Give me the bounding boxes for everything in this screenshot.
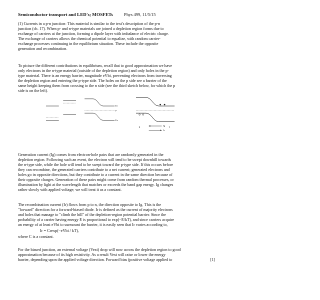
- para2-line: side is on the left).: [18, 88, 49, 93]
- para4-line: probability of a carrier having energy E is proportional to exp(−E/kT), and since carriers acquire: [18, 217, 175, 222]
- para3-line: the n-type side, while the hole will tend to be swept toward the p-type side. If this occurs before: [18, 162, 174, 167]
- intro-line: exchange processes continuing in the equilibrium situation. These include the opposite: [18, 41, 159, 46]
- para5-line: For the biased junction, an external voltage (Vext) drop will now across the depletion region to good: [18, 247, 181, 252]
- equation-number: [1]: [210, 257, 215, 262]
- para3-line: Generation current (Ig) comes from electron-hole pairs that are randomly generated in the: [18, 152, 164, 157]
- para2-line: To picture the different contributions in equilibrium, recall that to good approximation we have: [18, 63, 173, 68]
- label-n-side: n: [168, 125, 171, 129]
- intro-line: generation and recombination.: [18, 46, 68, 51]
- para2-line: same height keeping them from crossing to the n side (see the third sketch below, for which the p: [18, 83, 176, 88]
- course-reference: Phys 499, 11/5/15: [124, 12, 156, 17]
- para5-line: approximation because of its high resistivity. As a result Vext will raise or lower the energy: [18, 252, 166, 257]
- para2-line: type material. There is an energy barrier, magnitude eVbi, preventing electrons from traversing: [18, 73, 172, 78]
- recombination-equation: Ir = Crexp(−eVbi / kT),: [40, 228, 79, 233]
- label-ev: Ev: [115, 119, 118, 122]
- para3-line: depletion region. Following such an event, the electron will tend to be swept downhill towards: [18, 157, 172, 162]
- label-p-side: p: [138, 125, 141, 129]
- label-ec: Ec: [115, 104, 118, 108]
- document-title: Semiconductor transport and LED's; MOSFETs: [18, 12, 113, 17]
- para4-line: "forward" direction for a forward-biased diode. Ir is defined as the current of majority electrons: [18, 207, 173, 212]
- para3-line: they can recombine, the generated carriers contribute to a net current; generated electrons and: [18, 167, 170, 172]
- band-sketch-separate: [46, 100, 76, 120]
- label-ig: Ig: [163, 125, 166, 128]
- para4-line: and holes that manage to "climb the hill" of the depletion-region potential barrier. Since the: [18, 212, 166, 217]
- intro-line: exchange of carriers at the junction, forming a dipole layer with imbalance of electric charge.: [18, 31, 169, 36]
- para3-line: their opposite charges. Generation of these pairs might come from random thermal processes, or: [18, 177, 174, 182]
- intro-line: junction (ch. 17). When p- and n-type materials are joined a depletion region forms due to: [18, 26, 164, 31]
- intro-line: (1) Currents in a p-n junction: This material is similar to the text's description of the p-n: [18, 21, 161, 26]
- band-sketch-equilibrium: [85, 99, 119, 122]
- label-ir: Ir: [163, 130, 165, 132]
- para4-line: an energy of at least eVbi to surmount the barrier, it is easily seen that Ir varies according to,: [18, 222, 168, 227]
- para5-line: barrier, depending upon the applied voltage direction. Forward bias (positive voltage applied to: [18, 257, 173, 262]
- para3-line: illumination by light at the wavelength that matches or exceeds the band gap energy. Ig changes: [18, 182, 174, 187]
- para2-line: the depletion region and entering the p-type side. The holes on the p side see a barrier of the: [18, 78, 167, 83]
- para2-line: only electrons in the n-type material (outside of the depletion region) and only holes in the p-: [18, 68, 169, 73]
- para4-line: The recombination current (Ir) flows from p to n, the direction opposite to Ig. This is the: [18, 202, 162, 207]
- band-sketch-currents: [136, 97, 175, 132]
- intro-line: The exchange of carriers allows the chemical potential to equalize, with random carrier-: [18, 36, 161, 41]
- constant-note: where C is a constant.: [18, 234, 54, 239]
- para3-line: rather slowly with applied voltage; we will treat it as a constant.: [18, 187, 122, 192]
- label-mu: μ: [115, 109, 117, 112]
- para3-line: holes go in opposite directions, but they contribute to a current in the same direction because of: [18, 172, 173, 177]
